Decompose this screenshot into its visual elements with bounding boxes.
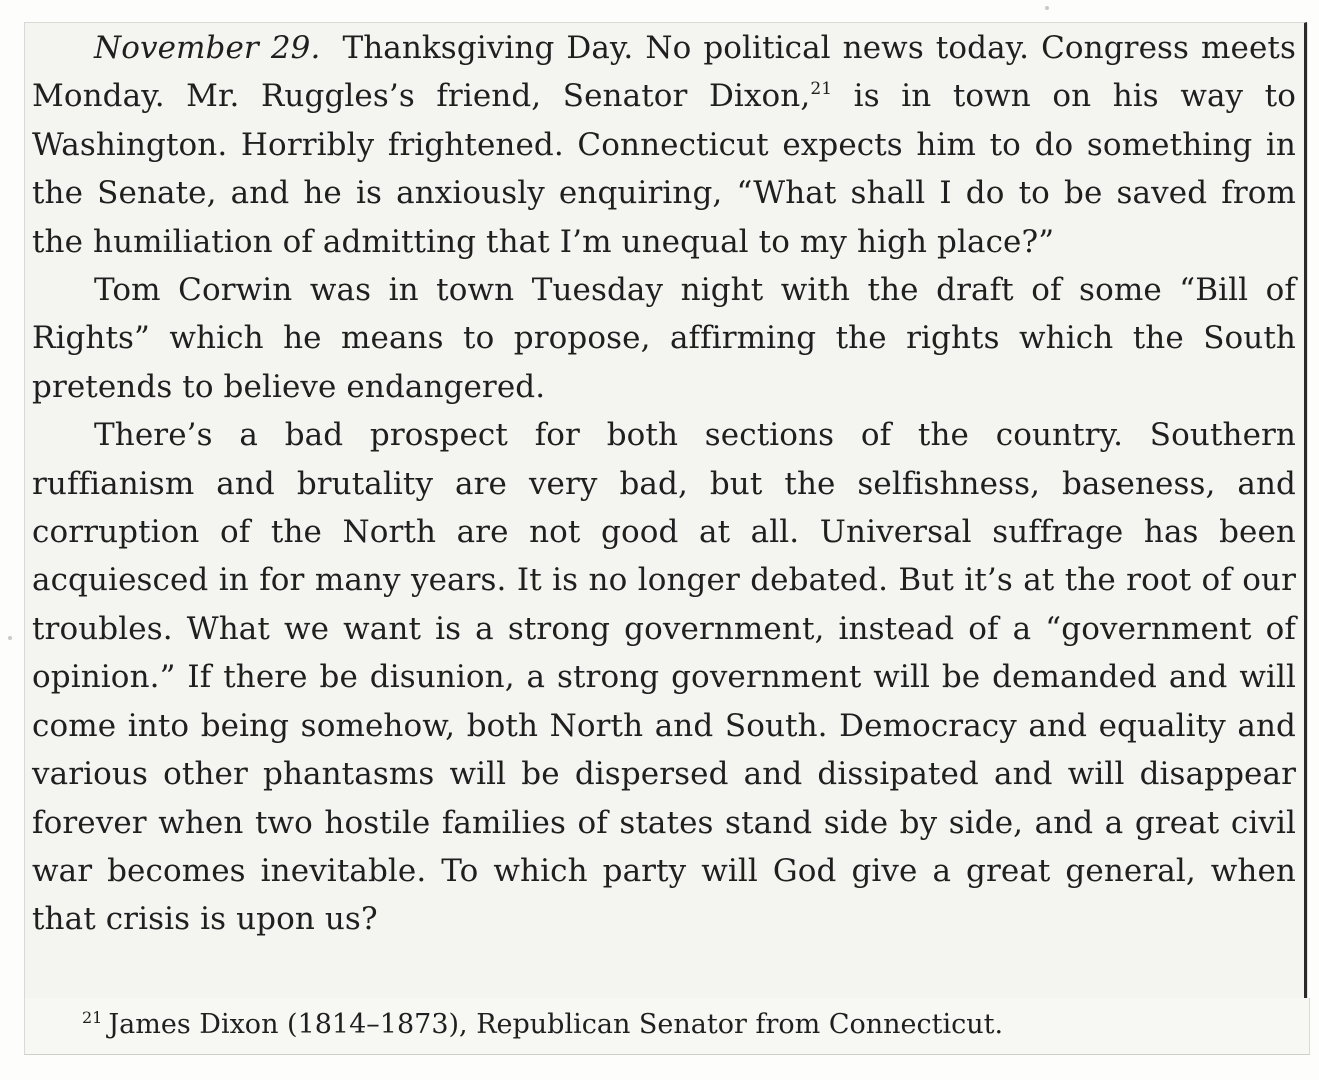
footnote-text: James Dixon (1814–1873), Republican Senator from Connecticut. <box>108 1009 1004 1040</box>
paper-speck <box>1045 6 1049 10</box>
paragraph-1-text-b: is in town on his way to Washington. Horribly frightened. Connecticut expects him to do something in the Senate, and he is anxiously enquiring, “What shall I do to be saved from the humiliation of admitting that I’m unequal to my high place?” <box>32 78 1296 260</box>
paragraph-1 <box>32 24 1296 266</box>
paragraph-2: Tom Corwin was in town Tuesday night with the draft of some “Bill of Rights” which he means to propose, affirming the rights which the South pretends to believe endangered. <box>32 272 1296 405</box>
paragraph-3: There’s a bad prospect for both sections of the country. Southern ruffianism and brutality are very bad, but the selfishness, baseness, and corruption of the North are not good at all. Universal suffrage has been acquiesced in for many years. It is no longer debated. But it’s at the root of our troubles. What we want is a strong government, instead of a “government of opinion.” If there be disunion, a strong government will be demanded and will come into being somehow, both North and South. Democracy and equality and various other phantasms will be dispersed and dissipated and will disappear forever when two hostile families of states stand side by side, and a great civil war becomes inevitable. To which party will God give a great general, when that crisis is upon us? <box>32 417 1296 938</box>
entry-date: November 29. <box>94 30 321 66</box>
footnote-number: 21 <box>82 1008 103 1027</box>
diary-entry <box>32 24 1296 944</box>
footnote-reference: 21 <box>810 79 833 100</box>
footnote <box>82 1005 1003 1045</box>
paper-speck <box>8 636 12 640</box>
paragraph-1-text-a: Thanksgiving Day. No political news today. Congress meets Monday. Mr. Ruggles’s friend, Senator Dixon, <box>32 30 1296 115</box>
